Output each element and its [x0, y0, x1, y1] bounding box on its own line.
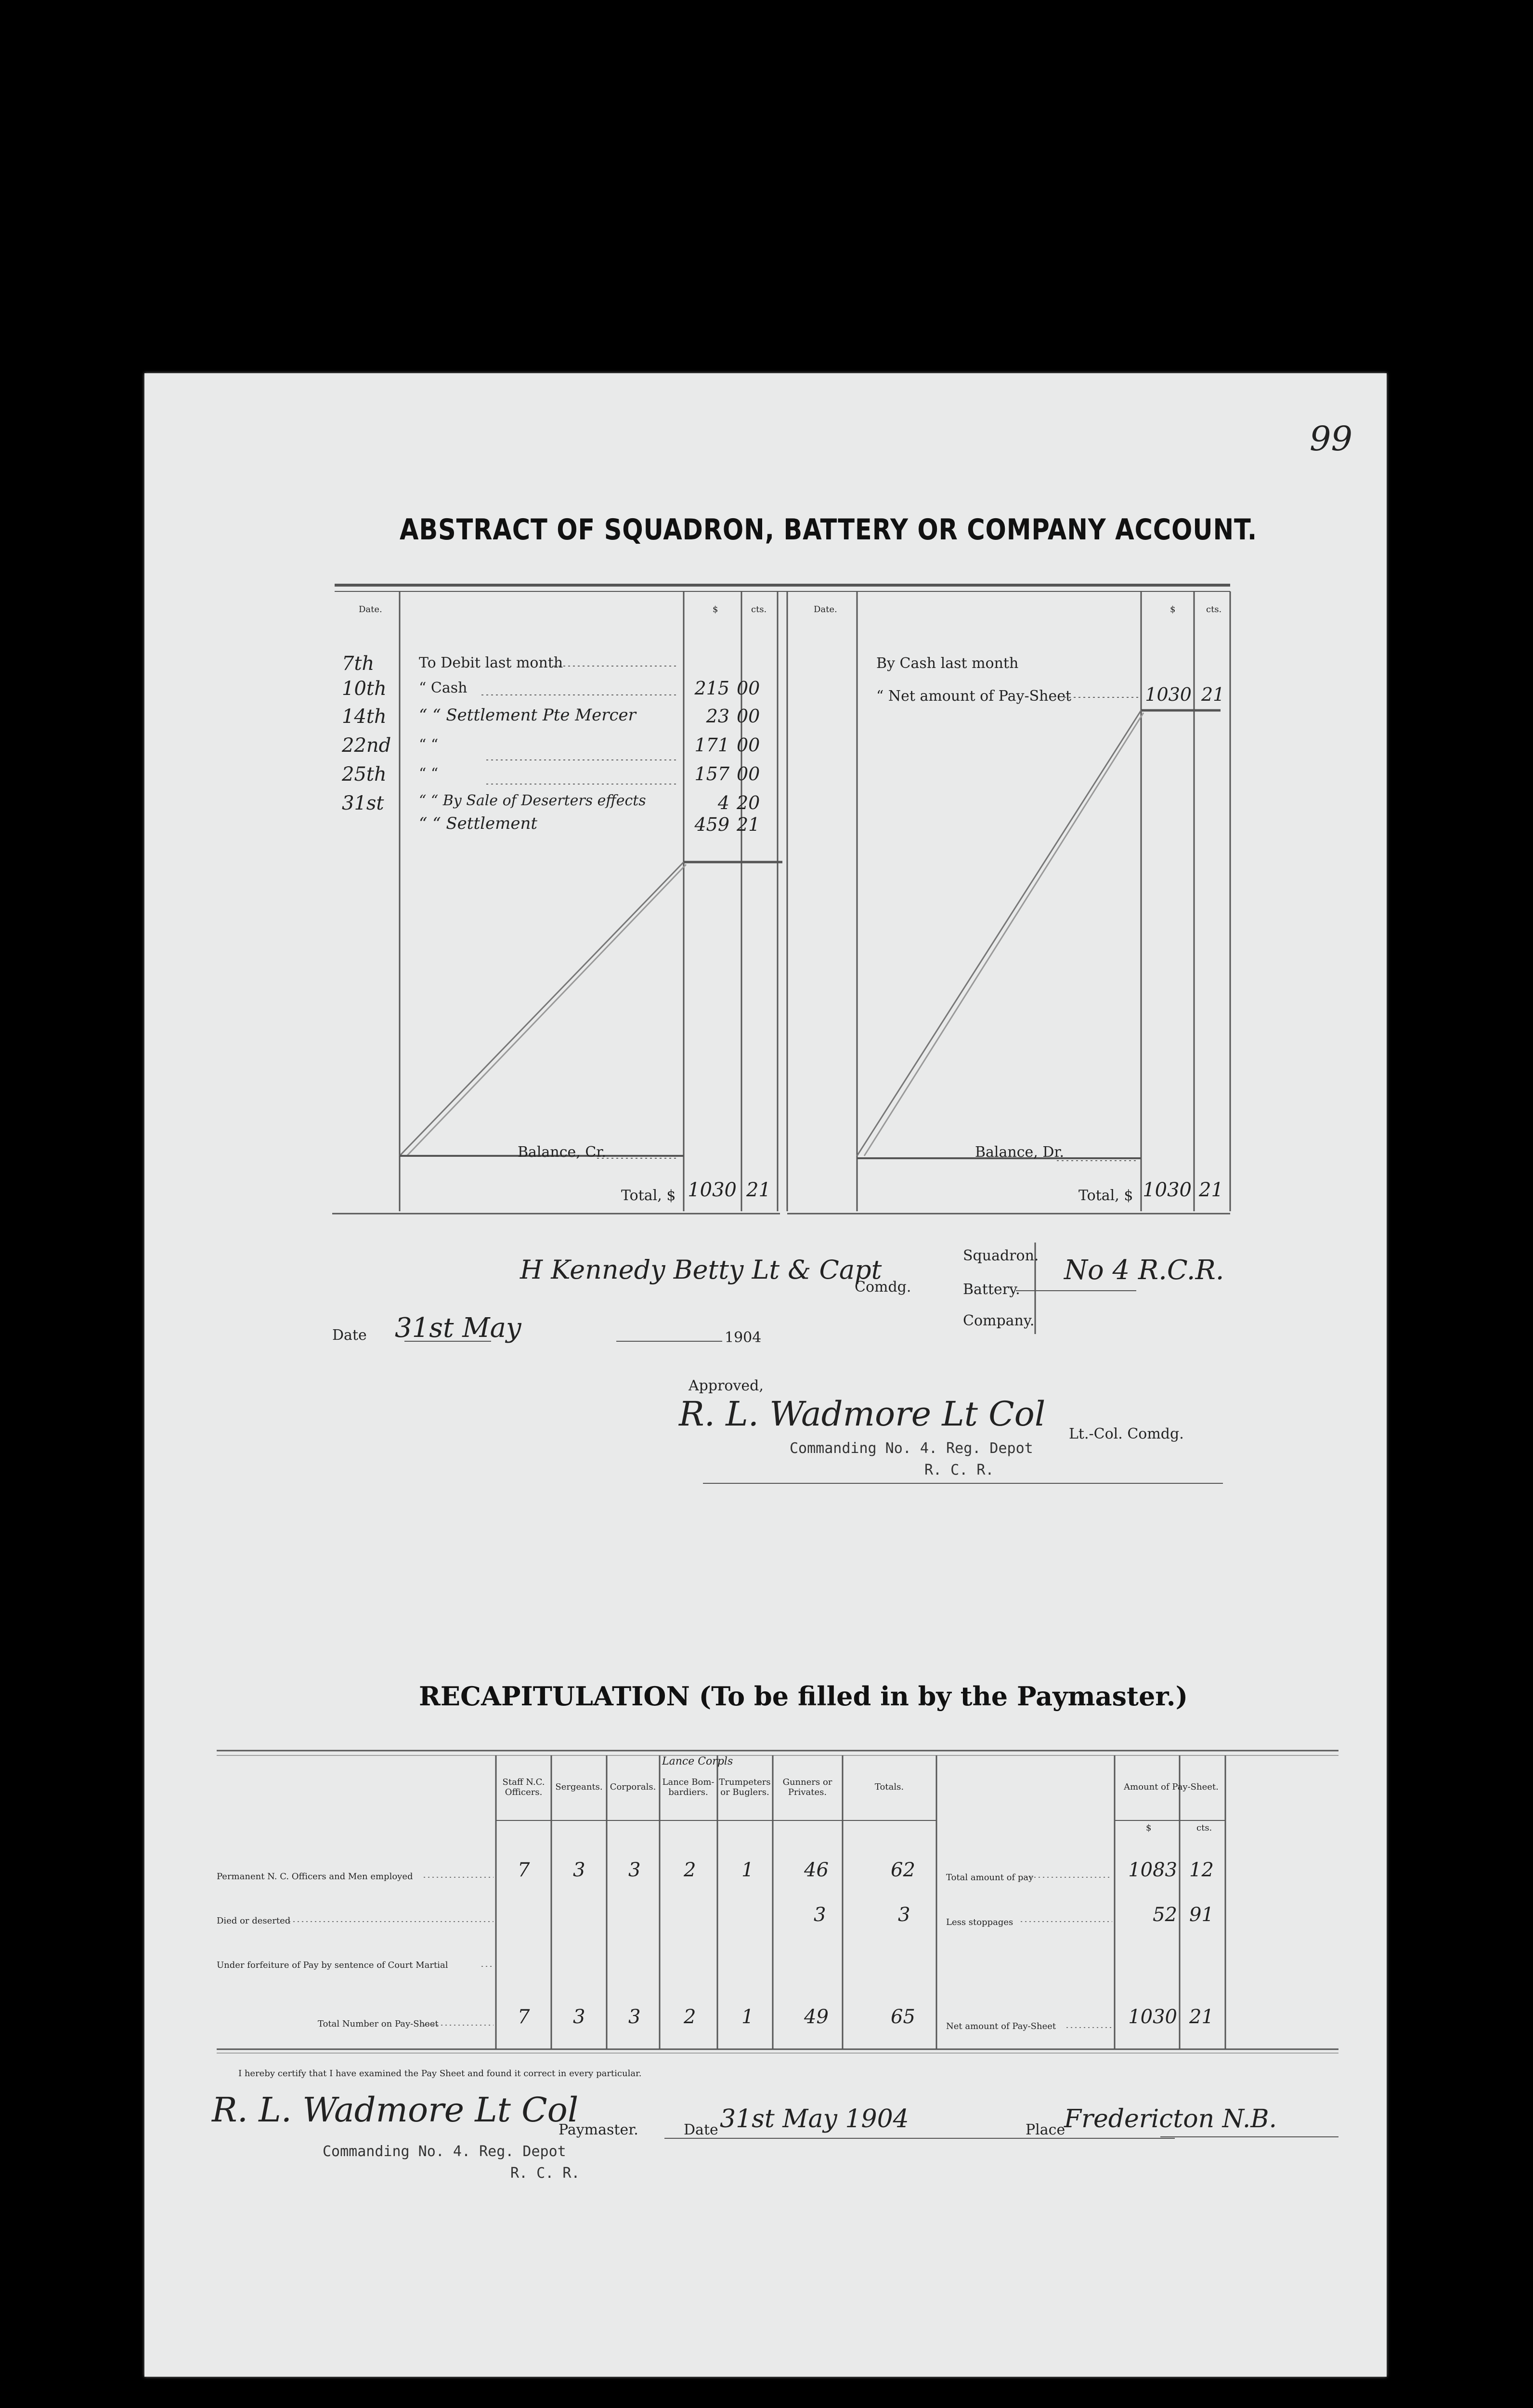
total-label-left: Total, $ [621, 1187, 676, 1204]
amount-header: Amount of Pay-Sheet. [1124, 1782, 1219, 1792]
recap-col-header: Sergeants. [555, 1782, 603, 1792]
row-dollars: 171 [694, 734, 729, 756]
battery-label: Battery. [963, 1281, 1020, 1298]
total-right-dollars: 1030 [1143, 1179, 1192, 1201]
unit-handwritten: No 4 R.C.R. [1064, 1255, 1224, 1286]
row-text: “ Cash [419, 680, 468, 696]
recap-right-label: Total amount of pay [946, 1872, 1034, 1883]
recap-date-label: Date [684, 2121, 718, 2138]
recap-cell: 2 [684, 1859, 696, 1881]
row-text: “ “ [419, 736, 439, 753]
row-date: 31st [342, 792, 384, 814]
comdg-label: Comdg. [855, 1279, 911, 1296]
date-value: 31st May [395, 1312, 521, 1344]
recap-cell: 3 [814, 1904, 826, 1926]
row-cents: 00 [737, 734, 760, 756]
lance-note: Lance Corpls [662, 1755, 733, 1767]
row-date: 22nd [342, 734, 391, 757]
recap-cell: 3 [628, 2006, 641, 2028]
col-cents-right: cts. [1206, 604, 1222, 615]
recap-col-header: Totals. [874, 1782, 904, 1792]
squadron-label: Squadron. [963, 1247, 1039, 1264]
row-date: 14th [342, 706, 387, 728]
recap-title: RECAPITULATION (To be filled in by the Paymaster.) [419, 1681, 1188, 1712]
recap-cell: 1 [741, 2006, 754, 2028]
recap-cell: 3 [573, 2006, 585, 2028]
recap-col-header: Corporals. [610, 1782, 656, 1792]
recap-right-label: Less stoppages [946, 1917, 1013, 1927]
paymaster-stamp-2: R. C. R. [510, 2165, 580, 2182]
row-text: “ “ By Sale of Deserters effects [419, 792, 646, 809]
row-text: To Debit last month [419, 654, 563, 671]
total-label-right: Total, $ [1078, 1187, 1133, 1204]
recap-col-header: Lance Bom- bardiers. [662, 1777, 715, 1797]
row-text: “ “ Settlement Pte Mercer [419, 706, 636, 725]
page-title: ABSTRACT OF SQUADRON, BATTERY OR COMPANY ACCOUNT. [400, 513, 1258, 547]
recap-cell: 46 [804, 1859, 829, 1881]
recap-cents: 12 [1189, 1859, 1214, 1881]
recap-cell: 7 [518, 2006, 530, 2028]
company-label: Company. [963, 1312, 1035, 1329]
ltcol-label: Lt.-Col. Comdg. [1069, 1426, 1184, 1442]
row-cents: 20 [737, 792, 760, 813]
recap-dollars: 1083 [1128, 1859, 1177, 1881]
stamp-line-1: Commanding No. 4. Reg. Depot [790, 1440, 1033, 1457]
recap-cell: 3 [628, 1859, 641, 1881]
recap-col-header: Staff N.C. Officers. [502, 1777, 545, 1797]
row-text: “ “ [419, 765, 439, 782]
recap-dollars: 52 [1153, 1904, 1177, 1926]
row-cents: 00 [737, 763, 760, 785]
row-dollars: 215 [694, 678, 729, 699]
stamp-line-2: R. C. R. [924, 1462, 994, 1479]
row-cents: 00 [737, 706, 760, 727]
row-date: 25th [342, 763, 387, 785]
total-left-dollars: 1030 [688, 1179, 737, 1201]
paymaster-stamp-1: Commanding No. 4. Reg. Depot [323, 2143, 566, 2160]
total-right-cents: 21 [1199, 1179, 1223, 1201]
row-dollars: 4 [717, 792, 729, 813]
row-date: 7th [342, 653, 375, 675]
recap-cell: 3 [573, 1859, 585, 1881]
commander-signature: H Kennedy Betty Lt & Capt [520, 1255, 882, 1285]
row-date: 10th [342, 678, 387, 700]
place-label: Place [1026, 2121, 1065, 2138]
recap-cents: 21 [1189, 2006, 1214, 2028]
col-dollars-left: $ [713, 604, 718, 615]
credit-row-text: “ Net amount of Pay-Sheet [876, 688, 1072, 705]
recap-dollars: 1030 [1128, 2006, 1177, 2028]
recap-row-label: Under forfeiture of Pay by sentence of Court Martial [217, 1960, 448, 1970]
paymaster-signature: R. L. Wadmore Lt Col [212, 2090, 579, 2130]
recap-cell: 1 [741, 1859, 754, 1881]
recap-cell: 49 [804, 2006, 829, 2028]
balance-cr-label: Balance, Cr. [518, 1144, 606, 1161]
place-value: Fredericton N.B. [1064, 2105, 1277, 2133]
paymaster-label: Paymaster. [559, 2121, 638, 2138]
col-date-right: Date. [814, 604, 837, 615]
row-dollars: 459 [694, 814, 729, 835]
recap-col-header: Gunners or Privates. [782, 1777, 832, 1797]
approved-label: Approved, [689, 1377, 764, 1394]
credit-row-cents: 21 [1201, 684, 1225, 705]
amount-col-cents: cts. [1196, 1823, 1212, 1833]
col-dollars-right: $ [1170, 604, 1176, 615]
row-text: “ “ Settlement [419, 814, 538, 833]
recap-cell: 2 [684, 2006, 696, 2028]
total-left-cents: 21 [746, 1179, 771, 1201]
date-label: Date [332, 1327, 367, 1344]
row-dollars: 157 [694, 763, 729, 785]
recap-col-header: Trumpeters or Buglers. [719, 1777, 771, 1797]
recap-date-value: 31st May 1904 [720, 2105, 909, 2133]
credit-row-dollars: 1030 [1145, 684, 1192, 705]
recap-cell: 65 [891, 2006, 915, 2028]
recap-row-label: Total Number on Pay-Sheet [318, 2019, 439, 2029]
recap-cell: 7 [518, 1859, 530, 1881]
col-date-left: Date. [359, 604, 382, 615]
recap-cell: 62 [891, 1859, 915, 1881]
row-dollars: 23 [706, 706, 729, 727]
approver-signature: R. L. Wadmore Lt Col [679, 1394, 1046, 1434]
balance-dr-label: Balance, Dr. [975, 1144, 1064, 1161]
row-cents: 21 [737, 814, 760, 835]
recap-row [496, 1859, 1228, 1888]
recap-row-label: Permanent N. C. Officers and Men employed [217, 1871, 413, 1882]
amount-col-dollars: $ [1146, 1823, 1152, 1833]
certify-text: I hereby certify that I have examined the Pay Sheet and found it correct in every particular. [238, 2068, 642, 2079]
row-cents: 00 [737, 678, 760, 699]
col-cents-left: cts. [751, 604, 767, 615]
recap-row [496, 2006, 1228, 2035]
recap-right-label: Net amount of Pay-Sheet [946, 2021, 1056, 2031]
sheet-number: 99 [1310, 419, 1353, 458]
credit-row-text: By Cash last month [876, 655, 1019, 672]
recap-row [496, 1904, 1228, 1933]
year: 1904 [725, 1329, 762, 1346]
recap-cents: 91 [1189, 1904, 1214, 1926]
recap-cell: 3 [898, 1904, 910, 1926]
recap-row-label: Died or deserted [217, 1916, 291, 1926]
